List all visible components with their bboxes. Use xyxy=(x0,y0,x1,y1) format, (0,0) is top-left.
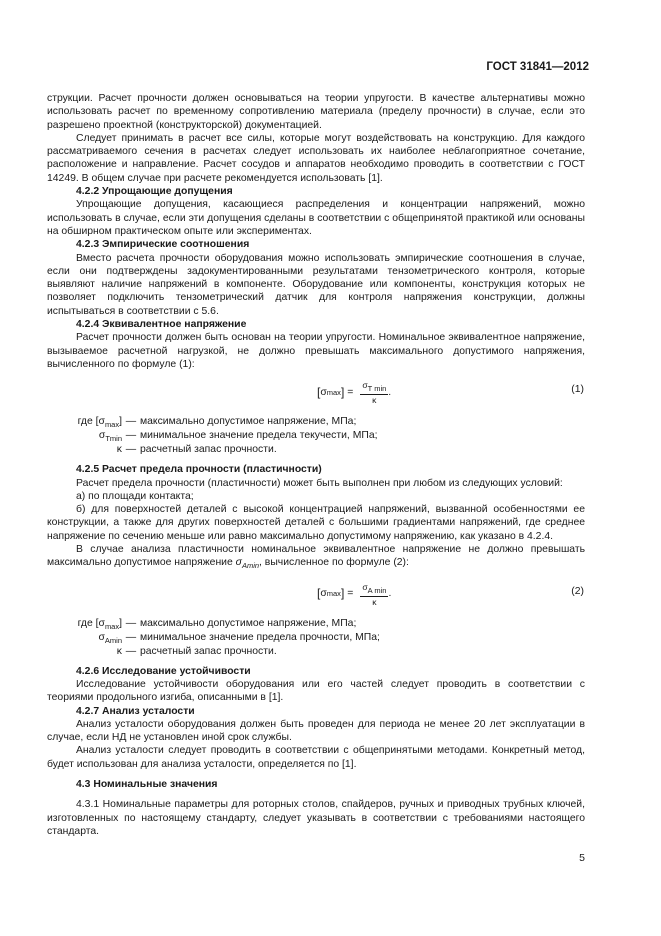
formula-lhs: σ xyxy=(320,588,327,600)
section-heading: 4.2.7 Анализ усталости xyxy=(76,705,195,717)
list-item: а) по площади контакта; xyxy=(76,490,194,502)
formula-number: (1) xyxy=(571,384,584,396)
list-item: б) для поверхностей деталей с высокой концентрацией напряжений, вызванной особенностями ее конструкции, а также для других поверхностей деталей с большими градиентами напряжений, где среднее напряжение по сечению меньше или равно максимально допустимому напряжению, как указано в 4.2.4. xyxy=(47,504,585,542)
paragraph: Анализ усталости оборудования должен быть проведен для периода не менее 20 лет эксплуатации в случае, если НД не установлен иной срок службы. xyxy=(47,718,585,744)
document-code: ГОСТ 31841—2012 xyxy=(486,61,589,73)
paragraph: Расчет прочности должен быть основан на теории упругости. Номинальное эквивалентное напряжение, вызываемое расчетной нагрузкой, не должно превышать максимального допустимого напряжения, вычисленного по формуле (1): xyxy=(47,332,585,370)
section-heading: 4.2.3 Эмпирические соотношения xyxy=(76,239,250,251)
variable-legend xyxy=(47,415,585,457)
paragraph: В случае анализа пластичности номинальное эквивалентное напряжение не должно превышать максимально допустимое напряжение $\sigma_{Amin}$, вычисленное по формуле (2): xyxy=(47,544,585,571)
page-number: 5 xyxy=(579,852,585,864)
section-heading: 4.2.6 Исследование устойчивости xyxy=(76,665,251,677)
paragraph: струкции. Расчет прочности должен основываться на теории упругости. В качестве альтернативы можно использовать расчет по временному сопротивлению материала (пределу прочности) в случае, если это разрешено проектной (конструкторской) документацией. xyxy=(47,93,585,131)
variable-definition: κ — расчетный запас прочности. xyxy=(116,444,277,456)
variable-definition: где $[\sigma_{max}]$ — максимально допустимое напряжение, МПа; xyxy=(77,416,357,430)
paragraph: Следует принимать в расчет все силы, которые могут воздействовать на конструкцию. Для каждого рассматриваемого сечения в расчетах следует использовать их наиболее неблагоприятное сочетание, расположение и направление. Расчет сосудов и аппаратов необходимо проводить в соответствии с ГОСТ 14249. В общем случае при расчете рекомендуется использовать [1]. xyxy=(47,132,585,184)
variable-legend xyxy=(47,617,585,659)
formula-lhs: σ xyxy=(320,387,327,399)
page-body xyxy=(47,92,585,838)
fraction: $\frac{\text{σA min}}{\kappa}$ xyxy=(362,581,387,607)
formula-1: [ σ max ] = $\frac{\text{σT min}}{\kappa}$ . (1) xyxy=(317,380,584,406)
section-heading: 4.2.5 Расчет предела прочности (пластичности) xyxy=(76,464,322,476)
paragraph: Исследование устойчивости оборудования или его частей следует проводить в соответствии с теориями продольного изгиба, описанными в [1]. xyxy=(47,678,585,704)
variable-definition: где $[\sigma_{max}]$ — максимально допустимое напряжение, МПа; xyxy=(77,617,357,631)
paragraph: Анализ усталости следует проводить в соответствии с общепринятыми методами. Конкретный метод, будет использован для анализа усталости, определяется по [1]. xyxy=(47,745,585,770)
paragraph: 4.3.1 Номинальные параметры для роторных столов, спайдеров, ручных и приводных трубных ключей, изготовленных по настоящему стандарту, следует указывать в соответствии с требованиями настоящего стандарта. xyxy=(47,799,585,837)
paragraph: Упрощающие допущения, касающиеся распределения и концентрации напряжений, можно использовать в случае, если эти допущения сделаны в соответствии с общепринятой практикой или основаны на обширном практическом опыте или экспериментах. xyxy=(47,199,585,237)
paragraph: Вместо расчета прочности оборудования можно использовать эмпирические соотношения в случае, если они подтверждены задокументированными результатами тензометрического контроля, которые выявляют наличие напряжений в компоненте. Оборудование или компоненты, конструкция которых не позволяет подключить тензометрический датчик для контроля напряжения конструкции, должны испытываться в соответствии с 5.6. xyxy=(47,252,585,317)
variable-definition: $\sigma_{Amin}$ — минимальное значение предела прочности, МПа; xyxy=(98,631,380,645)
fraction: $\frac{\text{σT min}}{\kappa}$ xyxy=(362,380,387,406)
formula-number: (2) xyxy=(571,585,584,597)
section-heading: 4.3 Номинальные значения xyxy=(76,778,218,790)
paragraph: Расчет предела прочности (пластичности) может быть выполнен при любом из следующих условий: xyxy=(76,477,563,489)
variable-definition: $\sigma_{Tmin}$ — минимальное значение предела текучести, МПа; xyxy=(98,430,378,444)
formula-2: [ σ max ] = $\frac{\text{σA min}}{\kappa}$ . (2) xyxy=(317,581,584,607)
variable-definition: κ — расчетный запас прочности. xyxy=(116,645,277,657)
section-heading: 4.2.2 Упрощающие допущения xyxy=(76,186,233,198)
section-heading: 4.2.4 Эквивалентное напряжение xyxy=(76,319,247,331)
